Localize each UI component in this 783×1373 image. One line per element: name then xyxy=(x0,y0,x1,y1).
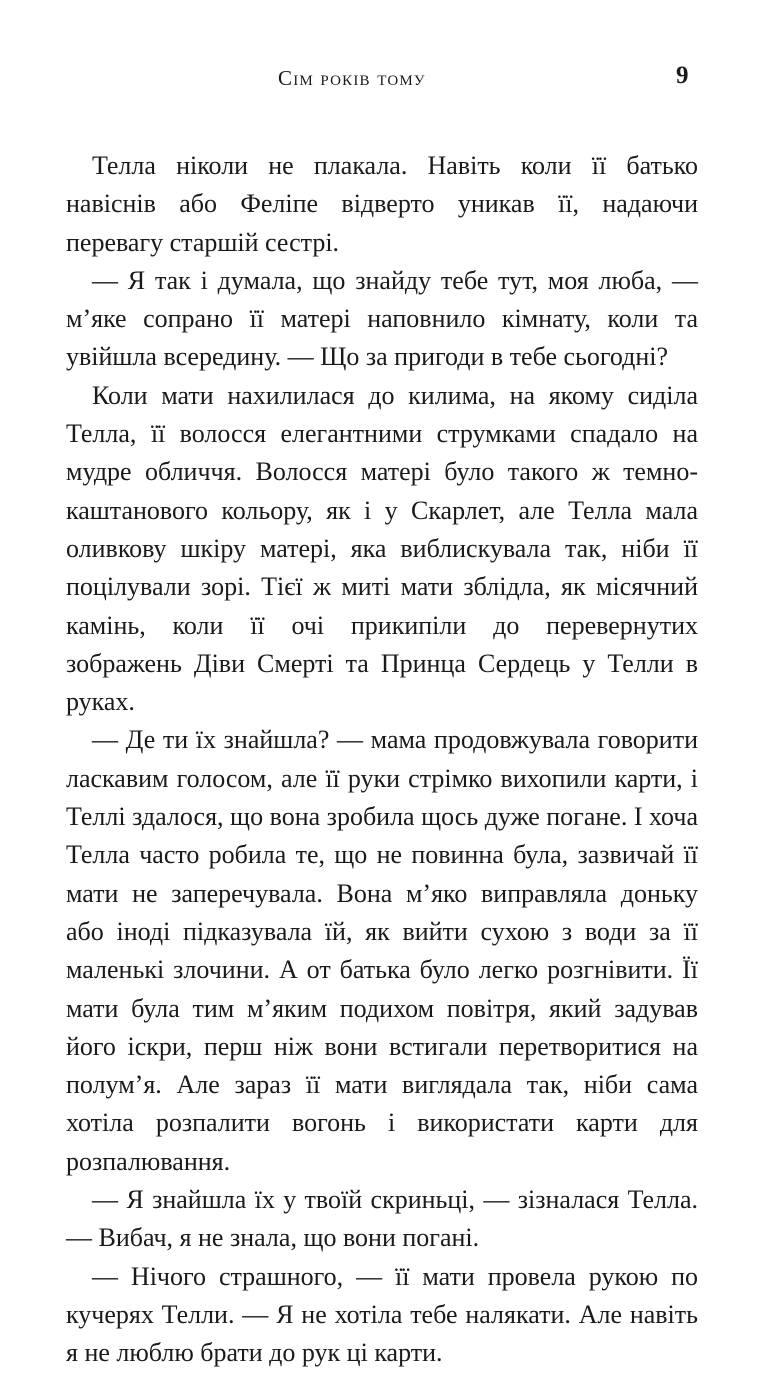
paragraph: — Я знайшла їх у твоїй скриньці, — зізналася Телла. — Вибач, я не знала, що вони погані. xyxy=(66,1185,698,1253)
running-head xyxy=(0,62,783,96)
page-number: 9 xyxy=(676,62,689,89)
body-text xyxy=(66,147,698,1373)
paragraph: — Де ти їх знайшла? — мама продовжувала говорити ласкавим голосом, але її руки стрімко вихопили карти, і Теллі здалося, що вона зробила щось дуже погане. І хоча Телла часто робила те, що не повинна була, зазвичай її мати не заперечувала. Вона м’яко виправляла доньку або іноді підказувала їй, як вийти сухою з води за її маленькі злочини. А от батька було легко розгнівити. Її мати була тим м’яким подихом повітря, який задував його іскри, перш ніж вони встигали перетворитися на полум’я. Але зараз її мати виглядала так, ніби сама хотіла розпалити вогонь і використати карти для розпалювання. xyxy=(66,725,698,1176)
paragraph: Телла ніколи не плакала. Навіть коли її батько навіснів або Феліпе відверто уникав її, надаючи перевагу старшій сестрі. xyxy=(66,151,698,257)
paragraph: Коли мати нахилилася до килима, на якому сиділа Телла, її волосся елегантними струмками спадало на мудре обличчя. Волосся матері було такого ж темно-каштанового кольору, як і у Скарлет, але Телла мала оливкову шкіру матері, яка виблискувала так, ніби її поцілували зорі. Тієї ж миті мати зблідла, як місячний камінь, коли її очі прикипіли до перевернутих зображень Діви Смерті та Принца Сердець у Телли в руках. xyxy=(66,380,698,717)
paragraph: — Нічого страшного, — її мати провела рукою по кучерях Телли. — Я не хотіла тебе налякати. Але навіть я не люблю брати до рук ці карти. xyxy=(66,1261,698,1368)
running-title: Сім років тому xyxy=(278,66,426,90)
paragraph: — Я так і думала, що знайду тебе тут, моя люба, — м’яке сопрано її матері наповнило кімнату, коли та увійшла всередину. — Що за пригоди в тебе сьогодні? xyxy=(66,265,698,372)
